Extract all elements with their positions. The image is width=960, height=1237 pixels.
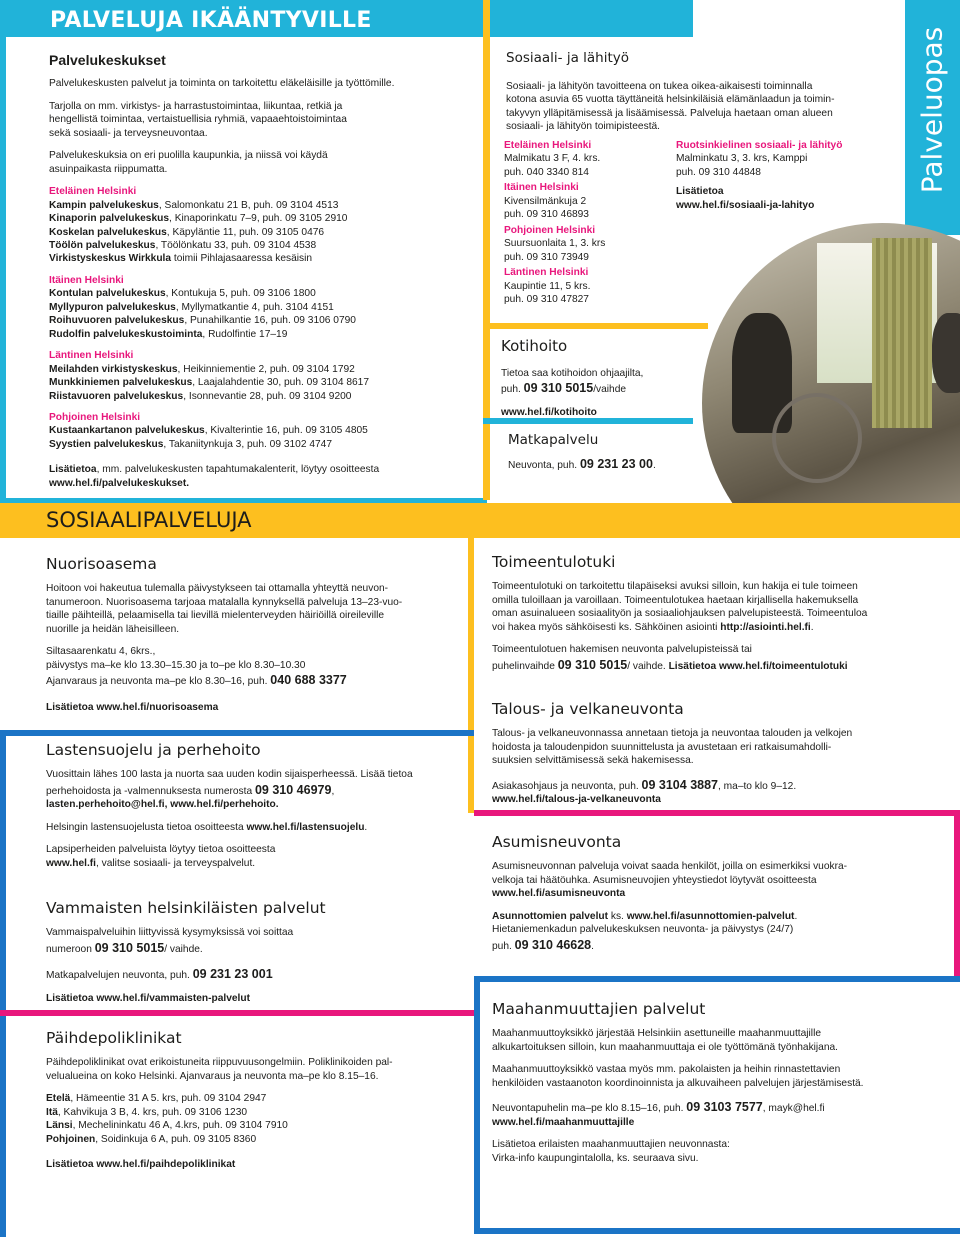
region-label: Eteläinen Helsinki — [49, 186, 137, 198]
talous-heading: Talous- ja velkaneuvonta — [492, 700, 684, 718]
left-frame-bar — [0, 0, 6, 512]
list-item: Riistavuoren palvelukeskus, Isonnevantie 28, puh. 09 3104 9200 — [49, 390, 352, 402]
blue-frame-top — [0, 730, 474, 736]
asumis-heading: Asumisneuvonta — [492, 833, 622, 851]
list-item: Kustaankartanon palvelukeskus, Kivalterintie 16, puh. 09 3105 4805 — [49, 425, 368, 437]
palvelukeskus-region-group — [49, 185, 479, 266]
asiointi-link[interactable]: http://asiointi.hel.fi — [720, 621, 811, 633]
palvelukeskukset-activities: Tarjolla on mm. virkistys- ja harrastustoimintaa, liikuntaa, retkiä ja hengellistä toimintaa, vertaistuellisia ryhmiä, vapaaehtoistoimintaa sekä sosiaali- ja terveysneuvontaa. — [49, 100, 347, 139]
hel-fi-link[interactable]: www.hel.fi — [46, 857, 96, 869]
office-block: Läntinen Helsinki Kaupintie 11, 5 krs. puh. 09 310 47827 — [504, 267, 591, 305]
palvelukeskukset-intro: Palvelukeskusten palvelut ja toiminta on tarkoitettu eläkeläisille ja työttömille. — [49, 78, 395, 90]
matkapalvelu-heading: Matkapalvelu — [508, 432, 599, 448]
region-label: Läntinen Helsinki — [49, 350, 134, 362]
list-item: Kampin palvelukeskus, Salomonkatu 21 B, puh. 09 3104 4513 — [49, 199, 339, 211]
palvelukeskukset-section — [49, 51, 479, 490]
perhehoito-links[interactable]: lasten.perhehoito@hel.fi, www.hel.fi/perhehoito. — [46, 799, 279, 811]
paihde-section: Päihdepoliklinikat Päihdepoliklinikat ovat erikoistuneita riippuvuusongelmiin. Poliklinikoiden pal- velualueina on koko Helsinki. Ajanvaraus ja neuvonta ma–pe klo 8.15–16. Etelä, Hämeentie 31 A 5. krs, puh. 09 3104 2947 Itä, Kahvikuja 3 B, 4. krs, puh. 09 3106 1230 Länsi, Mechelininkatu 46 A, 4.krs, puh. 09 3104 7910 Pohjoinen, Soidinkuja 6 A, puh. 09 3105 8360 Lisätietoa www.hel.fi/paihdepoliklinikat — [46, 1028, 461, 1172]
elderly-care-photo — [702, 223, 960, 510]
office-block: Eteläinen Helsinki Malmikatu 3 F, 4. krs. puh. 040 3340 814 — [504, 140, 601, 178]
list-item: Kinaporin palvelukeskus, Kinaporinkatu 7–9, puh. 09 3105 2910 — [49, 213, 348, 225]
nuorisoasema-section: Nuorisoasema Hoitoon voi hakeutua tulemalla päivystykseen tai ottamalla yhteyttä neuvon- tanumeroon. Nuorisoasema tarjoaa matalalla kynnyksellä palveluja 13–23-vuo- tiaille päihteillä, pelaamisella tai lievillä mielenterveyden häiriöillä oireileville nuorille ja heidän läheisilleen. Siltasaarenkatu 4, 6krs., päivystys ma–ke klo 13.30–15.30 ja to–pe klo 8.30–10.30 Ajanvaraus ja neuvonta ma–pe klo 8.30–16, puh. 040 688 3377 Lisätietoa www.hel.fi/nuorisoasema — [46, 554, 461, 714]
sosiaali-offices-left — [504, 139, 669, 308]
palvelukeskukset-link[interactable]: www.hel.fi/palvelukeskukset. — [49, 477, 190, 489]
nuorisoasema-heading: Nuorisoasema — [46, 555, 157, 573]
asumis-section: Asumisneuvonta Asumisneuvonnan palveluja voivat saada henkilöt, joilla on esimerkiksi vuokra- velkoja tai häätöuhka. Asumisneuvojien yhteystiedot löytyvät osoitteesta www.hel.fi/asumisneuvonta Asunnottomien palvelut ks. www.hel.fi/asunnottomien-palvelut. Hietaniemenkadun palvelukeskuksen neuvonta- ja päivystys (24/7) puh. 09 310 46628. — [492, 832, 932, 953]
paihde-clinic-list — [46, 1092, 461, 1146]
sosiaalipalveluja-title: SOSIAALIPALVELUJA — [46, 508, 252, 532]
magenta-bar — [0, 1010, 474, 1016]
office-block: Pohjoinen Helsinki Suursuonlaita 1, 3. krs puh. 09 310 73949 — [504, 224, 606, 263]
toimeentulotuki-section: Toimeentulotuki Toimeentulotuki on tarkoitettu tilapäiseksi avuksi silloin, kun hakija ei tule toimeen omilla tuloillaan ja varoillaan. Toimeentulotukea haetaan kirjallisella hakemuksella oman asuinalueen sosiaalityön ja sosiaaliohjauksen palvelupisteestä. Toimeentuloa voi hakea myös sähköisesti ks. Sähköinen asiointi http://asiointi.hel.fi. Toimeentulotuen hakemisen neuvonta palvelupisteissä tai puhelinvaihde 09 310 5015/ vaihde. Lisätietoa www.hel.fi/toimeentulotuki — [492, 552, 922, 673]
palvelukeskus-region-group — [49, 349, 479, 403]
nuorisoasema-link[interactable]: Lisätietoa www.hel.fi/nuorisoasema — [46, 701, 219, 713]
list-item: Etelä, Hämeentie 31 A 5. krs, puh. 09 3104 2947 — [46, 1093, 267, 1105]
office-block: Itäinen Helsinki Kivensilmänkuja 2 puh. 09 310 46893 — [504, 182, 589, 221]
paihde-heading: Päihdepoliklinikat — [46, 1029, 182, 1047]
blue-frame-left — [0, 730, 6, 1237]
list-item: Töölön palvelukeskus, Töölönkatu 33, puh. 09 3104 4538 — [49, 240, 317, 251]
maahanmuutto-section: Maahanmuuttajien palvelut Maahanmuuttoyksikkö järjestää Helsinkiin asettuneille maahanmuuttajille alkukartoituksen silloin, kun maahanmuuttaja ei ole työttömänä työnhakijana. Maahanmuuttoyksikkö vastaa myös mm. pakolaisten ja heihin rinnastettavien henkilöiden vastaanoton koordinoinnista ja alkuvaiheen palvelujen järjestämisestä. Neuvontapuhelin ma–pe klo 8.15–16, puh. 09 3103 7577, mayk@hel.fi www.hel.fi/maahanmuuttajille Lisätietoa erilaisten maahanmuuttajien neuvonnasta: Virka-info kaupungintalolla, ks. seuraava sivu. — [492, 999, 932, 1165]
toimeentulotuki-heading: Toimeentulotuki — [492, 553, 616, 571]
sosiaali-office-swedish: Ruotsinkielinen sosiaali- ja lähityö Malminkatu 3, 3. krs, Kamppi puh. 09 310 44848 Lisätietoa www.hel.fi/sosiaali-ja-lahityo — [676, 139, 876, 212]
palvelukeskukset-locations-note: Palvelukeskuksia on eri puolilla kaupunkia, ja niissä voi käydä asuinpaikasta riippumatta. — [49, 150, 328, 175]
sosiaali-heading: Sosiaali- ja lähityö — [506, 50, 630, 66]
right-magenta-bar — [474, 810, 960, 816]
kotihoito-bar — [483, 323, 708, 329]
sosiaali-link[interactable]: www.hel.fi/sosiaali-ja-lahityo — [676, 199, 815, 211]
right-blue-bottom — [474, 1228, 960, 1234]
yellow-divider — [483, 0, 490, 500]
talous-section: Talous- ja velkaneuvonta Talous- ja velkaneuvonnassa annetaan tietoja ja neuvontaa talouden ja velkojen hoidosta ja taloudenpidon suunnittelusta ja avustetaan eri ratkaisumahdolli- suuksien selvittämisessä sekä hakemisessa. Asiakasohjaus ja neuvonta, puh. 09 3104 3887, ma–to klo 9–12. www.hel.fi/talous-ja-velkaneuvonta — [492, 699, 922, 807]
list-item: Munkkiniemen palvelukeskus, Laajalahdentie 30, puh. 09 3104 8617 — [49, 377, 369, 389]
vammaisten-link[interactable]: Lisätietoa www.hel.fi/vammaisten-palvelut — [46, 992, 250, 1004]
vammaisten-heading: Vammaisten helsinkiläisten palvelut — [46, 899, 326, 917]
kotihoito-heading: Kotihoito — [501, 337, 568, 355]
list-item: Pohjoinen, Soidinkuja 6 A, puh. 09 3105 8360 — [46, 1133, 257, 1145]
region-label: Itäinen Helsinki — [49, 274, 124, 286]
palvelukeskus-region-group — [49, 274, 479, 341]
right-blue-side — [474, 976, 480, 1234]
paihde-link[interactable]: Lisätietoa www.hel.fi/paihdepoliklinikat — [46, 1159, 236, 1171]
side-tab-label: Palveluopas — [915, 26, 949, 194]
kotihoito-section: Kotihoito Tietoa saa kotihoidon ohjaajilta, puh. 09 310 5015/vaihde www.hel.fi/kotihoito — [501, 337, 701, 419]
list-item: Myllypuron palvelukeskus, Myllymatkantie 4, puh. 3104 4151 — [49, 301, 334, 313]
toimeentulotuki-link[interactable]: Lisätietoa www.hel.fi/toimeentulotuki — [668, 660, 848, 672]
list-item: Virkistyskeskus Wirkkula toimii Pihlajasaaressa kesäisin — [49, 253, 313, 265]
center-yellow-bar — [468, 503, 474, 813]
list-item: Itä, Kahvikuja 3 B, 4. krs, puh. 09 3106 1230 — [46, 1106, 248, 1118]
sosiaali-section — [506, 50, 898, 144]
sosiaali-intro: Sosiaali- ja lähityön tavoitteena on tukea oikea-aikaisesti toiminnalla kotona asuvia 65 vuotta täyttäneitä helsinkiläisiä elämänlaadun ja toimin- takyvyn ylläpitämisessä ja lisäämisessä. Palveluja haetaan oman alueen sosiaali- ja lähityön toimipisteestä. — [506, 80, 835, 133]
page-title: PALVELUJA IKÄÄNTYVILLE — [50, 8, 372, 33]
list-item: Länsi, Mechelininkatu 46 A, 4.krs, puh. 09 3104 7910 — [46, 1120, 288, 1132]
asunnottomien-link[interactable]: www.hel.fi/asunnottomien-palvelut — [626, 910, 795, 922]
region-label: Pohjoinen Helsinki — [49, 411, 141, 423]
matkapalvelu-section: Matkapalvelu Neuvonta, puh. 09 231 23 00. — [508, 432, 708, 472]
lastensuojelu-link[interactable]: www.hel.fi/lastensuojelu — [246, 821, 365, 833]
list-item: Rudolfin palvelukeskustoiminta, Rudolfintie 17–19 — [49, 328, 288, 340]
vammaisten-section: Vammaisten helsinkiläisten palvelut Vammaispalveluihin liittyvissä kysymyksissä voi soittaa numeroon 09 310 5015/ vaihde. Matkapalvelujen neuvonta, puh. 09 231 23 001 Lisätietoa www.hel.fi/vammaisten-palvelut — [46, 898, 461, 1005]
list-item: Koskelan palvelukeskus, Käpyläntie 11, puh. 09 3105 0476 — [49, 226, 325, 238]
lastensuojelu-section: Lastensuojelu ja perhehoito Vuosittain lähes 100 lasta ja nuorta saa uuden kodin sijaisperheessä. Lisää tietoa perhehoidosta ja -valmennuksesta numerosta 09 310 46979, lasten.perhehoito@hel.fi, www.hel.fi/perhehoito. Helsingin lastensuojelusta tietoa osoitteesta www.hel.fi/lastensuojelu. Lapsiperheiden palveluista löytyy tietoa osoitteesta www.hel.fi, valitse sosiaali- ja terveyspalvelut. — [46, 740, 461, 870]
right-magenta-side — [954, 810, 960, 980]
right-blue-bar — [474, 976, 960, 982]
maahanmuutto-heading: Maahanmuuttajien palvelut — [492, 1000, 706, 1018]
maahanmuutto-link[interactable]: www.hel.fi/maahanmuuttajille — [492, 1116, 635, 1128]
lastensuojelu-heading: Lastensuojelu ja perhehoito — [46, 741, 261, 759]
kotihoito-link[interactable]: www.hel.fi/kotihoito — [501, 406, 597, 418]
list-item: Syystien palvelukeskus, Takaniitynkuja 3, puh. 09 3102 4747 — [49, 438, 332, 450]
talous-link[interactable]: www.hel.fi/talous-ja-velkaneuvonta — [492, 794, 661, 806]
list-item: Roihuvuoren palvelukeskus, Punahilkantie 16, puh. 09 3106 0790 — [49, 315, 356, 327]
palvelukeskukset-groups — [49, 185, 479, 451]
palvelukeskukset-heading: Palvelukeskukset — [49, 52, 166, 68]
list-item: Meilahden virkistyskeskus, Heikinniementie 2, puh. 09 3104 1792 — [49, 363, 355, 375]
list-item: Kontulan palvelukeskus, Kontukuja 5, puh. 09 3106 1800 — [49, 288, 316, 300]
palvelukeskukset-more: Lisätietoa, mm. palvelukeskusten tapahtumakalenterit, löytyy osoitteesta www.hel.fi/palvelukeskukset. — [49, 464, 380, 489]
asumis-link[interactable]: www.hel.fi/asumisneuvonta — [492, 888, 626, 900]
palvelukeskus-region-group — [49, 411, 479, 451]
